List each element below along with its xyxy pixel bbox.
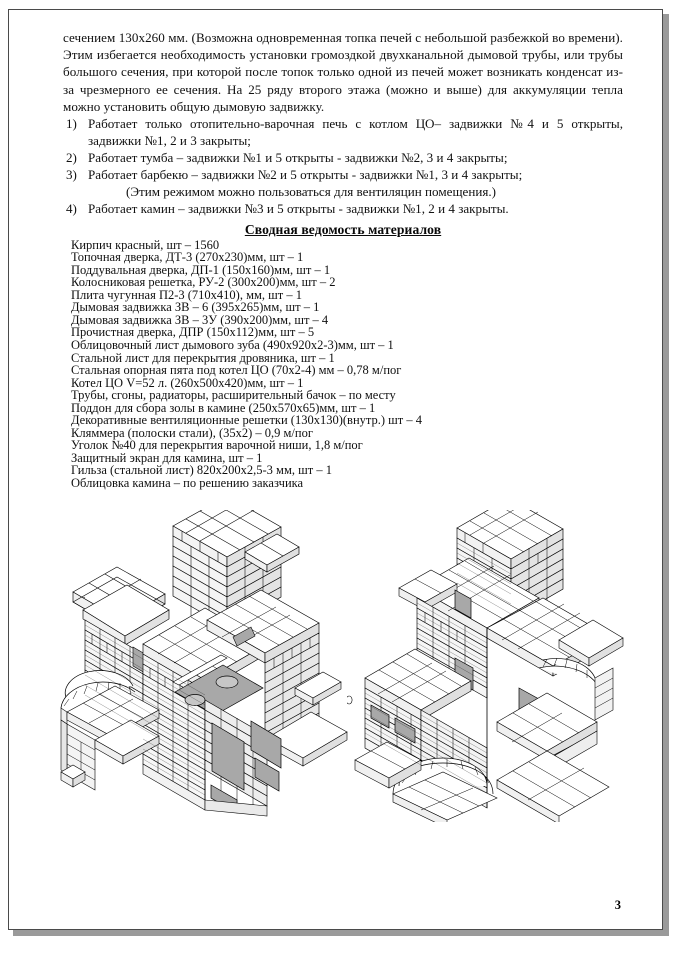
list-item: Гильза (стальной лист) 820х200х2,5-3 мм, шт – 1 <box>71 463 332 478</box>
list-item <box>63 200 623 217</box>
materials-list <box>63 239 623 490</box>
page-content <box>63 29 623 490</box>
page-number: 3 <box>614 898 621 912</box>
list-item: Кирпич красный, шт – 1560 <box>71 237 220 252</box>
list-item: Кляммера (полоски стали), (35х2) – 0,9 м/пог <box>71 425 313 440</box>
list-marker: 3) <box>66 167 77 183</box>
list-item: Котел ЦО V=52 л. (260х500х420)мм, шт – 1 <box>71 375 304 390</box>
isometric-stove-view-rear <box>347 510 647 827</box>
mode-note: (Этим режимом можно пользоваться для вентиляцин помещения.) <box>126 184 497 200</box>
list-item: Топочная дверка, ДТ-3 (270х230)мм, шт – 1 <box>71 250 304 265</box>
operating-modes-list <box>63 115 623 183</box>
list-item <box>63 115 623 149</box>
list-item: Поддувальная дверка, ДП-1 (150х160)мм, шт – 1 <box>71 262 331 277</box>
document-page <box>8 9 663 930</box>
isometric-stove-view-front <box>55 510 355 827</box>
list-item <box>63 149 623 166</box>
list-item-text: Работает барбекю – задвижки №2 и 5 открыты - задвижки №1, 3 и 4 закрыты; <box>88 167 523 183</box>
figures-container <box>17 510 657 822</box>
list-marker: 2) <box>66 150 77 166</box>
list-marker: 4) <box>66 201 77 217</box>
list-item: Дымовая задвижка ЗВ – 6 (395х265)мм, шт – 1 <box>71 300 320 315</box>
list-item-text: Работает только отопительно-варочная печь с котлом ЦО– задвижки №4 и 5 открыты, задвижки №1, 2 и 3 закрыты; <box>88 116 623 149</box>
list-item: Декоративные вентиляционные решетки (130х130)(внутр.) шт – 4 <box>71 413 423 428</box>
list-item: Плита чугунная П2-3 (710х410), мм, шт – 1 <box>71 287 303 302</box>
intro-paragraph: сечением 130х260 мм. (Возможна одновременная топка печей с небольшой разбежкой во времени). Этим избегается необходимость установки громоздкой двухканальной дымовой трубы, или трубы большого сечения, при которой после топок только одной из печей может возникать конденсат из-за чрезмерного ее сечения. На 25 ряду второго этажа (можно и выше) для аккумуляции тепла можно установить общую дымовую задвижку. <box>63 30 623 114</box>
list-item: Поддон для сбора золы в камине (250х570х65)мм, шт – 1 <box>71 400 376 415</box>
list-item: Стальной лист для перекрытия дровяника, шт – 1 <box>71 350 335 365</box>
list-item-text: Работает камин – задвижки №3 и 5 открыты - задвижки №1, 2 и 4 закрыты. <box>88 201 509 217</box>
list-item: Прочистная дверка, ДПР (150х112)мм, шт – 5 <box>71 325 315 340</box>
materials-heading: Сводная ведомость материалов <box>244 221 442 237</box>
list-item-text: Работает тумба – задвижки №1 и 5 открыты - задвижки №2, 3 и 4 закрыты; <box>88 150 508 166</box>
list-item: Уголок №40 для перекрытия варочной ниши, 1,8 м/пог <box>71 438 363 453</box>
list-item: Колосниковая решетка, РУ-2 (300х200)мм, шт – 2 <box>71 275 336 290</box>
list-item: Облицовочный лист дымового зуба (490х920х2-3)мм, шт – 1 <box>71 337 394 352</box>
operating-modes-list-continued <box>63 200 623 217</box>
list-item <box>63 166 623 183</box>
list-item: Трубы, сгоны, радиаторы, расширительный бачок – по месту <box>71 388 396 403</box>
list-item: Защитный экран для камина, шт – 1 <box>71 450 263 465</box>
list-item: Облицовка камина – по решению заказчика <box>71 475 304 490</box>
list-item: Стальная опорная пята под котел ЦО (70х2-4) мм – 0,78 м/пог <box>71 363 402 378</box>
list-marker: 1) <box>66 116 77 132</box>
list-item: Дымовая задвижка ЗВ – 3У (390х200)мм, шт – 4 <box>71 312 329 327</box>
